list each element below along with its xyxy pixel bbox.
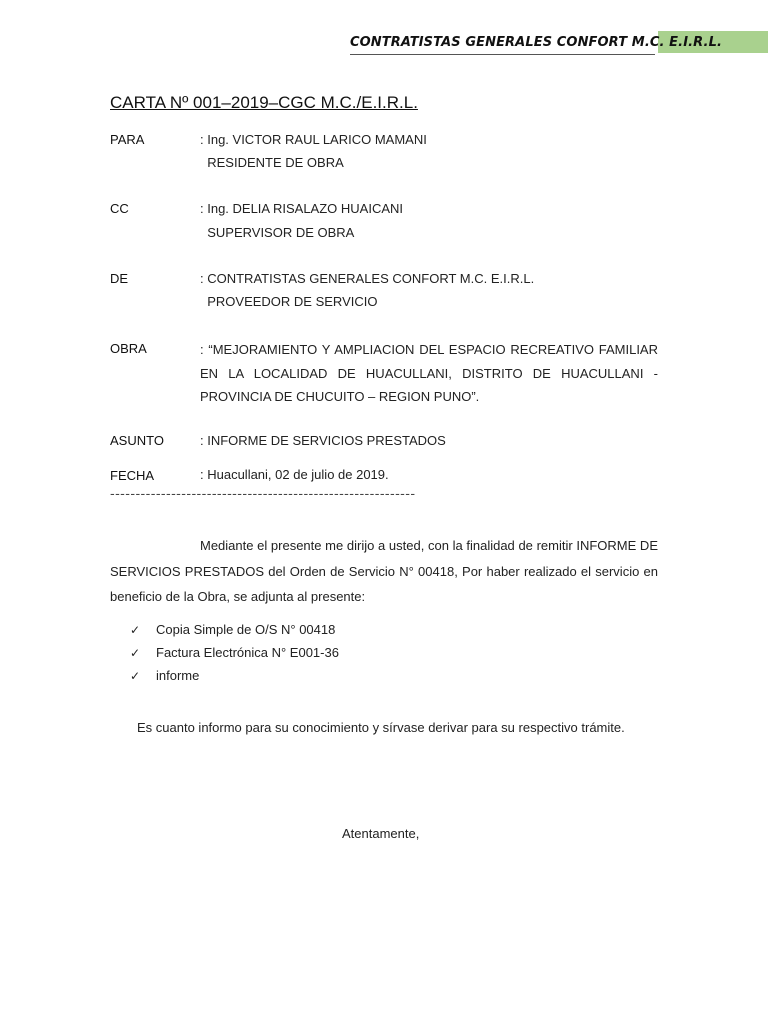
attachments-list	[130, 618, 339, 687]
obra-description: : “MEJORAMIENTO Y AMPLIACION DEL ESPACIO RECREATIVO FAMILIAR EN LA LOCALIDAD DE HUACULLANI, DISTRITO DE HUACULLANI - PROVINCIA DE CHUCUITO – REGION PUNO”.	[200, 342, 658, 404]
company-header: CONTRATISTAS GENERALES CONFORT M.C. E.I.R.L.	[350, 35, 722, 50]
attachment-label: Factura Electrónica N° E001-36	[156, 645, 339, 660]
de-label: DE	[110, 271, 129, 286]
asunto-label: ASUNTO	[110, 433, 164, 448]
cc-role: SUPERVISOR DE OBRA	[200, 225, 355, 240]
header-rule	[350, 54, 655, 55]
checkmark-icon: ✓	[130, 623, 141, 637]
list-item	[130, 618, 339, 641]
cc-label: CC	[110, 201, 129, 216]
farewell: Atentamente,	[342, 826, 420, 841]
fecha-value: : Huacullani, 02 de julio de 2019.	[200, 467, 389, 482]
list-item	[130, 664, 339, 687]
list-item	[130, 641, 339, 664]
cc-name: : Ing. DELIA RISALAZO HUAICANI	[200, 201, 404, 216]
asunto-value: : INFORME DE SERVICIOS PRESTADOS	[200, 433, 446, 448]
de-role: PROVEEDOR DE SERVICIO	[200, 294, 378, 309]
fecha-label: FECHA	[110, 468, 155, 483]
obra-label: OBRA	[110, 341, 147, 356]
letter-reference: CARTA Nº 001–2019–CGC M.C./E.I.R.L.	[110, 93, 418, 112]
closing-sentence: Es cuanto informo para su conocimiento y sírvase derivar para su respectivo trámite.	[137, 720, 625, 735]
separator-line: ------------------------------------------------------------	[110, 487, 416, 502]
checkmark-icon: ✓	[130, 669, 141, 683]
checkmark-icon: ✓	[130, 646, 141, 660]
para-role: RESIDENTE DE OBRA	[200, 155, 344, 170]
para-name: : Ing. VICTOR RAUL LARICO MAMANI	[200, 132, 427, 147]
attachment-label: Copia Simple de O/S N° 00418	[156, 622, 336, 637]
para-label: PARA	[110, 132, 145, 147]
body-paragraph: Mediante el presente me dirijo a usted, con la finalidad de remitir INFORME DE SERVICIOS PRESTADOS del Orden de Servicio N° 00418, Por haber realizado el servicio en beneficio de la Obra, se adjunta al presente:	[110, 538, 658, 604]
attachment-label: informe	[156, 668, 200, 683]
de-name: : CONTRATISTAS GENERALES CONFORT M.C. E.I.R.L.	[200, 271, 535, 286]
